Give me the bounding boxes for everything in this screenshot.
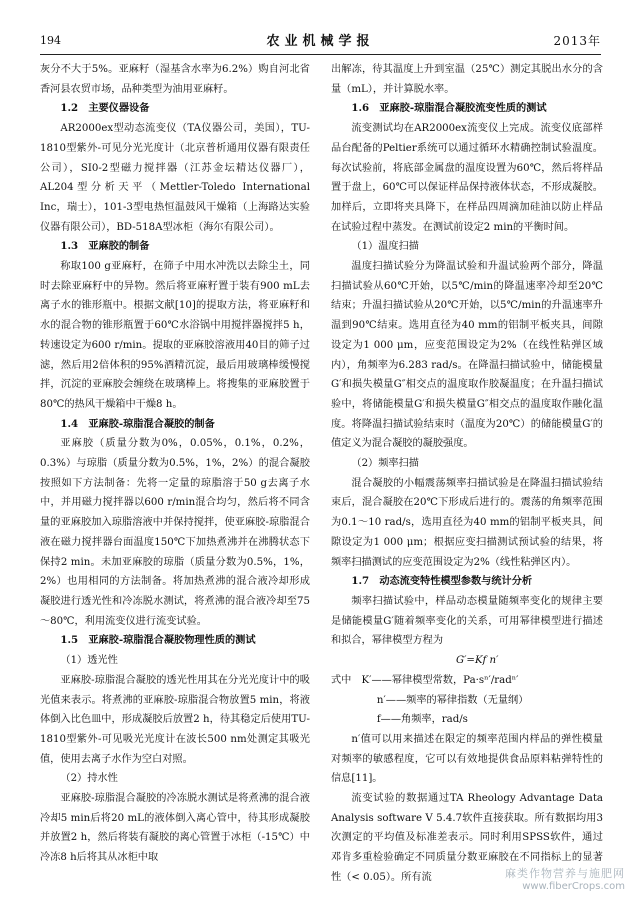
- body-paragraph: 亚麻胶-琼脂混合凝胶的透光性用其在分光光度计中的吸光值来表示。将煮沸的亚麻胶-琼脂混合物放置5 min，将液体倒入比色皿中，形成凝胶后放置2 h，待其稳定后使用TU-1810型紫外-可见吸光光度计在波长500 nm处测定其吸光值，使用去离子水作为空白对照。: [40, 674, 310, 765]
- body-paragraph: 称取100 g亚麻籽，在筛子中用水冲洗以去除尘土，同时去除亚麻籽中的异物。然后将亚麻籽置于装有900 mL去离子水的锥形瓶中。根据文献[10]的提取方法，将亚麻籽和水的混合物的锥形瓶置于60℃水浴锅中用搅拌器搅拌5 h，转速设定为600 r/min。提取的亚麻胶溶液用40目的筛子过滤，然后用2倍体积的95%酒精沉淀，最后用玻璃棒缓慢搅拌，沉淀的亚麻胶会缠绕在玻璃棒上。将搜集的亚麻胶置于80℃的热风干燥箱中干燥8 h。: [40, 261, 310, 410]
- section-number: 1.5: [60, 634, 79, 647]
- body-paragraph: 流变试验的数据通过TA Rheology Advantage Data Analysis software V 5.4.7软件直接获取。所有数据均用3次测定的平均值及标准差表示。同时利用SPSS软件，通过邓肯多重检验确定不同质量分数亚麻胶在不同指标上的显著性（< 0.05）。所有流: [331, 793, 603, 883]
- subsection-heading: （2）频率扫描: [351, 458, 419, 470]
- section-heading: [40, 99, 310, 119]
- section-number: 1.7: [351, 575, 370, 588]
- journal-title: 农业机械学报: [266, 34, 375, 49]
- right-column: [331, 60, 603, 888]
- body-paragraph: 混合凝胶的小幅震荡频率扫描试验是在降温扫描试验结束后，混合凝胶在20℃下形成后进行的。震荡的角频率范围为0.1～10 rad/s，选用直径为40 mm的铝制平板夹具，间隙设定为1 000 μm；根据应变扫描测试预试验的结果，将频率扫描测试的应变范围设定为2%（线性粘弹区内）。: [331, 477, 603, 568]
- body-paragraph: 频率扫描试验中，样品动态模量随频率变化的规律主要是储能模量G′随着频率变化的关系，可用幂律模型进行描述和拟合，幂律模型方程为: [331, 595, 603, 647]
- body-paragraph: 亚麻胶-琼脂混合凝胶的冷冻脱水测试是将煮沸的混合液冷却5 min后将20 mL的液体倒入离心管中，待其形成凝胶并放置2 h，然后将装有凝胶的离心管置于冰柜（-15℃）中冷冻8 h后将其从冰柜中取: [40, 793, 310, 864]
- subsection-heading: （2）持水性: [60, 773, 118, 785]
- subsection-heading: （1）透光性: [60, 655, 118, 667]
- section-title: 亚麻胶-琼脂混合凝胶物理性质的测试: [88, 634, 256, 647]
- body-paragraph: 亚麻胶（质量分数为0%，0.05%，0.1%，0.2%，0.3%）与琼脂（质量分数为0.5%，1%，2%）的混合凝胶按照如下方法制备：先将一定量的琼脂溶于50 g去离子水中，并用磁力搅拌器以600 r/min混合均匀，然后将不同含量的亚麻胶加入琼脂溶液中并保持搅拌，使亚麻胶-琼脂混合液在磁力搅拌器台面温度150℃下加热煮沸并在沸腾状态下保持2 min。未加亚麻胶的琼脂（质量分数为0.5%，1%，2%）也用相同的方法制备。将加热煮沸的混合液冷却形成凝胶进行透光性和冷冻脱水测试，将煮沸的混合液冷却至75～80℃，利用流变仪进行流变试验。: [40, 438, 310, 627]
- body-paragraph: 出解冻，待其温度上升到室温（25℃）测定其脱出水分的含量（mL），并计算脱水率。: [331, 64, 603, 95]
- body-paragraph: n′值可以用来描述在限定的频率范围内样品的弹性模量对频率的敏感程度，它可以有效地提供食品原料粘弹特性的信息[11]。: [331, 733, 603, 785]
- page-number: 194: [40, 34, 61, 47]
- body-paragraph: 灰分不大于5%。亚麻籽（湿基含水率为6.2%）购自河北省香河县农贸市场，品种类型为油用亚麻籽。: [40, 64, 310, 95]
- watermark-site-name: 麻类作物营养与施肥网: [505, 867, 625, 880]
- symbol-definition: n′——频率的幂律指数（无量纲）: [376, 694, 529, 706]
- body-paragraph: 流变测试均在AR2000ex流变仪上完成。流变仪底部样品台配备的Peltier系统可以通过循环水精确控制试验温度。每次试验前，将底部金属盘的温度设置为60℃，然后将样品置于盘上，60℃可以保证样品保持液体状态，不形成凝胶。加样后，立即将夹具降下，在样品四周滴加硅油以防止样品在试验过程中蒸发。在测试前设定2 min的平衡时间。: [331, 123, 603, 233]
- section-heading: [331, 572, 603, 592]
- page-header: [40, 30, 601, 52]
- section-heading: [331, 99, 603, 119]
- watermark-url: www.fiberCrops.com: [522, 881, 625, 892]
- section-heading: [40, 237, 310, 257]
- section-title: 亚麻胶-琼脂混合凝胶流变性质的测试: [379, 102, 547, 115]
- section-number: 1.3: [60, 240, 79, 253]
- section-number: 1.2: [60, 102, 79, 115]
- section-title: 动态流变特性模型参数与统计分析: [379, 575, 533, 588]
- body-paragraph: 温度扫描试验分为降温试验和升温试验两个部分，降温扫描试验从60℃开始，以5℃/min的降温速率冷却至20℃结束；升温扫描试验从20℃开始，以5℃/min的升温速率升温到90℃结束。选用直径为40 mm的铝制平板夹具，间隙设定为1 000 μm，应变范围设定为2%（在线性粘弹区域内），角频率为6.283 rad/s。在降温扫描试验中，储能模量G′和损失模量G″相交点的温度取作胶凝温度；在升温扫描试验中，将储能模量G′和损失模量G″相交点的温度取作融化温度。将降温扫描试验结束时（温度为20℃）的储能模量G′的值定义为混合凝胶的凝胶强度。: [331, 261, 603, 450]
- body-paragraph: AR2000ex型动态流变仪（TA仪器公司，美国），TU-1810型紫外-可见分光光度计（北京普析通用仪器有限责任公司），SI0-2型磁力搅拌器（江苏金坛精达仪器厂），AL204型分析天平（Mettler-Toledo International Inc，瑞士），101-3型电热恒温鼓风干燥箱（上海路达实验仪器有限公司），BD-518A型冰柜（海尔有限公司）。: [40, 123, 310, 233]
- section-number: 1.6: [351, 102, 370, 115]
- left-column: [40, 60, 310, 868]
- section-heading: [40, 415, 310, 435]
- subsection-heading: （1）温度扫描: [351, 241, 419, 253]
- symbol-definition: f——角频率，rad/s: [376, 714, 468, 726]
- watermark: [505, 867, 625, 893]
- equation: G′=Kf n′: [455, 655, 499, 667]
- journal-year: 2013年: [553, 34, 601, 48]
- section-heading: [40, 631, 310, 651]
- section-title: 亚麻胶-琼脂混合凝胶的制备: [88, 417, 215, 430]
- section-number: 1.4: [60, 417, 79, 430]
- body-paragraph: 式中 K′——幂律模型常数，Pa·sⁿ′/radⁿ′: [331, 674, 519, 686]
- header-rule: [40, 54, 601, 55]
- section-title: 亚麻胶的制备: [88, 240, 150, 253]
- section-title: 主要仪器设备: [88, 102, 150, 115]
